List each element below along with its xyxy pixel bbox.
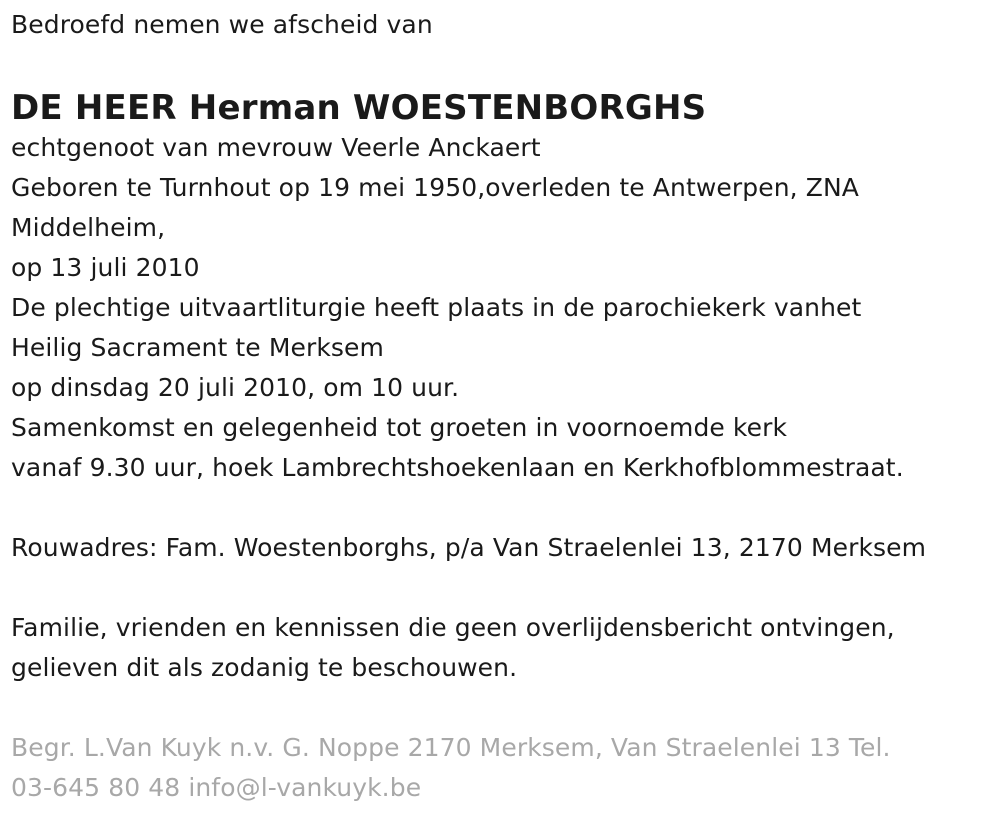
deceased-name: DE HEER Herman WOESTENBORGHS [11,88,707,128]
gathering-time-line: vanaf 9.30 uur, hoek Lambrechtshoekenlaan en Kerkhofblommestraat. [11,453,904,482]
spacer [11,568,989,608]
intro-text: Bedroefd nemen we afscheid van [11,10,433,39]
funeral-director-footer [11,728,989,808]
spacer [11,488,989,528]
details-block [11,128,989,488]
death-date-line: op 13 juli 2010 [11,253,200,282]
closing-line: Familie, vrienden en kennissen die geen overlijdensbericht ontvingen, [11,613,895,642]
footer-contact-line: 03-645 80 48 info@l-vankuyk.be [11,773,422,802]
closing-block [11,608,989,688]
death-place-line: Middelheim, [11,213,166,242]
funeral-line: De plechtige uitvaartliturgie heeft plaats in de parochiekerk vanhet [11,293,862,322]
funeral-date-line: op dinsdag 20 juli 2010, om 10 uur. [11,373,460,402]
mourning-address: Rouwadres: Fam. Woestenborghs, p/a Van Straelenlei 13, 2170 Merksem [11,533,927,562]
gathering-line: Samenkomst en gelegenheid tot groeten in voornoemde kerk [11,413,788,442]
spacer [11,688,989,728]
spouse-line: echtgenoot van mevrouw Veerle Anckaert [11,133,541,162]
spacer [11,42,989,88]
footer-line: Begr. L.Van Kuyk n.v. G. Noppe 2170 Merksem, Van Straelenlei 13 Tel. [11,733,891,762]
closing-line: gelieven dit als zodanig te beschouwen. [11,653,518,682]
birth-death-line: Geboren te Turnhout op 19 mei 1950,overleden te Antwerpen, ZNA [11,173,859,202]
church-line: Heilig Sacrament te Merksem [11,333,384,362]
